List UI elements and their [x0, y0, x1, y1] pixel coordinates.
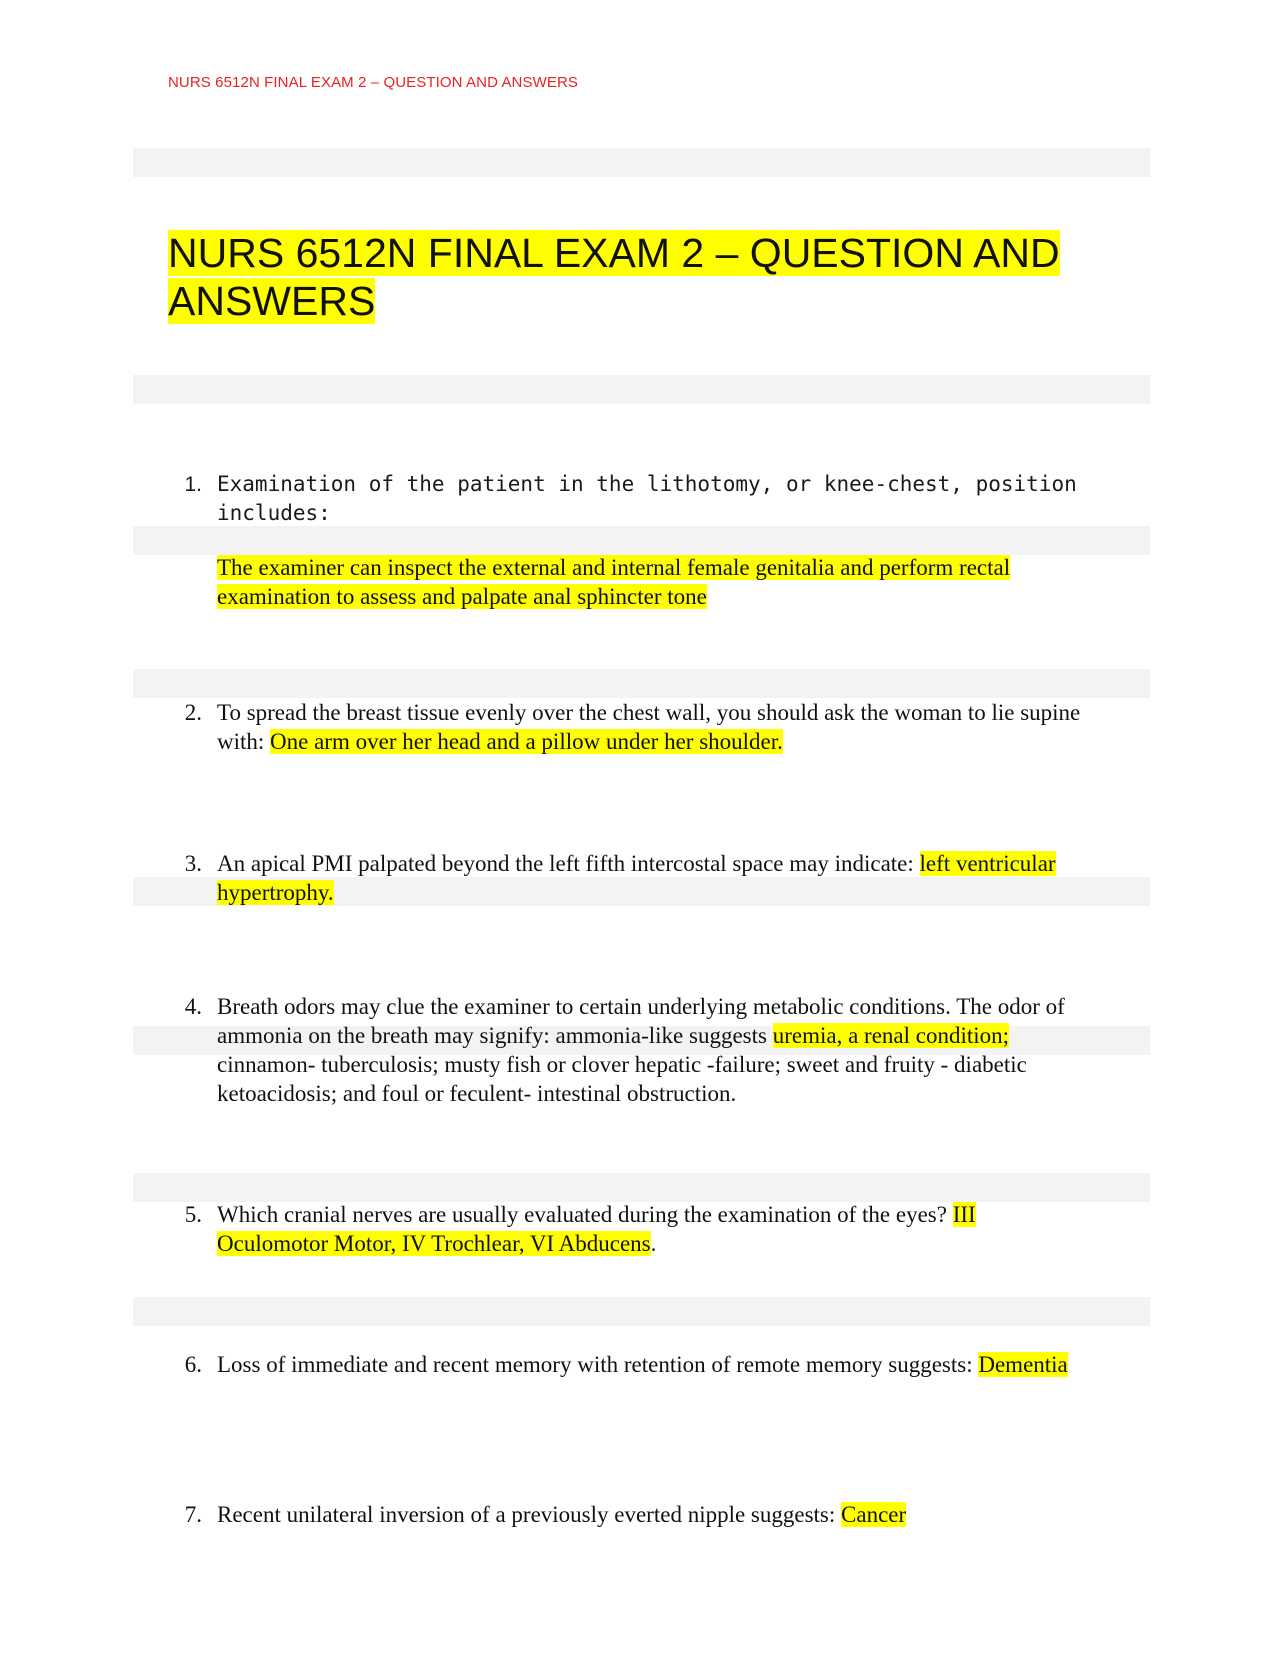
title-highlight: NURS 6512N FINAL EXAM 2 – QUESTION AND ANSWERS: [168, 230, 1060, 324]
answer-highlight: One arm over her head and a pillow under her shoulder.: [270, 729, 783, 754]
divider-band: [133, 669, 1150, 698]
question-text-continued: cinnamon- tuberculosis; musty fish or clover hepatic -failure; sweet and fruity - diabetic ketoacidosis; and foul or feculent- intestinal obstruction.: [217, 1052, 1027, 1106]
divider-band: [133, 1173, 1150, 1202]
question-number: 3.: [184, 851, 202, 876]
answer-highlight: left ventricular hypertrophy.: [217, 851, 1056, 905]
page-title: [168, 229, 1088, 325]
question-text: Examination of the patient in the lithotomy, or knee-chest, position includes:: [217, 472, 1077, 525]
question-2: [168, 698, 1088, 756]
answer-highlight: uremia, a renal condition;: [772, 1023, 1010, 1048]
question-3: [168, 849, 1088, 907]
question-text: Recent unilateral inversion of a previously everted nipple suggests:: [217, 1502, 836, 1527]
divider-band: [133, 526, 1150, 555]
divider-band: [133, 1297, 1150, 1326]
question-7: [168, 1500, 1088, 1529]
trailing-punctuation: .: [650, 1231, 657, 1256]
answer-1: [168, 553, 1088, 611]
answer-highlight: Dementia: [978, 1352, 1068, 1377]
question-number: 7.: [184, 1502, 202, 1527]
question-1: [168, 470, 1088, 528]
answer-highlight: Cancer: [841, 1502, 907, 1527]
running-header: NURS 6512N FINAL EXAM 2 – QUESTION AND ANSWERS: [168, 74, 578, 91]
question-number: 4.: [184, 994, 202, 1019]
question-text: An apical PMI palpated beyond the left fifth intercostal space may indicate:: [217, 851, 914, 876]
question-5: [168, 1200, 1088, 1258]
question-number: 5.: [184, 1202, 202, 1227]
question-text: To spread the breast tissue evenly over the chest wall, you should ask the woman to lie supine with:: [217, 700, 1081, 754]
question-text: Which cranial nerves are usually evaluated during the examination of the eyes?: [217, 1202, 947, 1227]
question-6: [168, 1350, 1088, 1379]
question-text: Loss of immediate and recent memory with retention of remote memory suggests:: [217, 1352, 973, 1377]
divider-band: [133, 148, 1150, 177]
question-4: [168, 992, 1088, 1108]
question-number: 1.: [184, 473, 202, 496]
question-text: Breath odors may clue the examiner to certain underlying metabolic conditions. The odor of ammonia on the breath may signify: ammonia-like suggests: [217, 994, 1065, 1048]
question-number: 6.: [184, 1352, 202, 1377]
question-number: 2.: [184, 700, 202, 725]
answer-highlight: III Oculomotor Motor, IV Trochlear, VI Abducens: [217, 1202, 976, 1256]
answer-highlight: The examiner can inspect the external and internal female genitalia and perform rectal examination to assess and palpate anal sphincter tone: [217, 555, 1011, 609]
divider-band: [133, 375, 1150, 404]
